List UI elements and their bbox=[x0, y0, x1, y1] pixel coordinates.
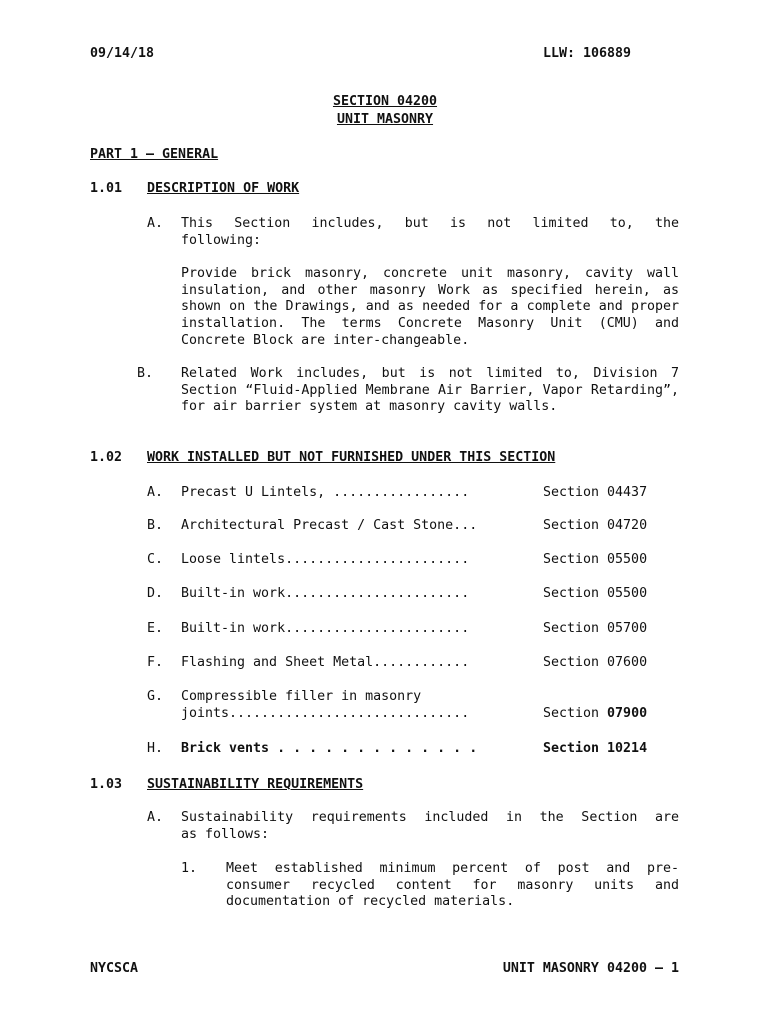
list-item-text-line1: Compressible filler in masonry bbox=[181, 689, 422, 704]
footer-agency: NYCSCA bbox=[90, 961, 139, 976]
subitem-text-103a1: Meet established minimum percent of post and pre-consumer recycled content for masonry units and documentation of recycled materials. bbox=[226, 861, 679, 910]
item-text-103a-line2: as follows: bbox=[181, 827, 270, 842]
list-item-section: Section 05500 bbox=[543, 552, 648, 567]
list-item-section: Section 04720 bbox=[543, 518, 648, 533]
section-label: Section bbox=[543, 706, 608, 721]
list-item-section: Section 07600 bbox=[543, 655, 648, 670]
list-item-letter: A. bbox=[147, 485, 164, 500]
item-text-101a-line1: This Section includes, but is not limited to, the bbox=[181, 216, 679, 231]
list-item-text: Built-in work....................... bbox=[181, 621, 470, 636]
list-item-letter: H. bbox=[147, 741, 164, 756]
item-text-101a-line2: following: bbox=[181, 233, 262, 248]
list-item-text: Brick vents . . . . . . . . . . . . . bbox=[181, 741, 478, 756]
list-item-letter: E. bbox=[147, 621, 164, 636]
item-letter-103a: A. bbox=[147, 810, 164, 825]
list-item-letter: D. bbox=[147, 586, 164, 601]
article-number-101: 1.01 bbox=[90, 181, 123, 196]
list-item-text: Architectural Precast / Cast Stone... bbox=[181, 518, 478, 533]
list-item-letter: B. bbox=[147, 518, 164, 533]
list-item-section: Section 05700 bbox=[543, 621, 648, 636]
section-number-title: SECTION 04200 bbox=[332, 94, 438, 109]
section-name-title: UNIT MASONRY bbox=[336, 111, 434, 127]
article-title-102: WORK INSTALLED BUT NOT FURNISHED UNDER THIS SECTION bbox=[147, 450, 556, 465]
item-paragraph-101a: Provide brick masonry, concrete unit masonry, cavity wall insulation, and other masonry Work as specified herein, as shown on the Drawings, and as needed for a complete and proper installation. The terms Concrete Masonry Unit (CMU) and Concrete Block are inter-changeable. bbox=[181, 266, 679, 348]
list-item-letter: C. bbox=[147, 552, 164, 567]
list-item-text: Built-in work....................... bbox=[181, 586, 470, 601]
list-item-section: Section 05500 bbox=[543, 586, 648, 601]
article-number-103: 1.03 bbox=[90, 777, 123, 792]
item-text-101b: Related Work includes, but is not limited to, Division 7 Section “Fluid-Applied Membrane Air Barrier, Vapor Retarding”, for air barrier system at masonry cavity walls. bbox=[181, 366, 679, 415]
header-date: 09/14/18 bbox=[90, 46, 155, 61]
article-title-103: SUSTAINABILITY REQUIREMENTS bbox=[147, 777, 364, 792]
list-item-letter: F. bbox=[147, 655, 164, 670]
list-item-text: Precast U Lintels, ................. bbox=[181, 485, 470, 500]
article-title-101: DESCRIPTION OF WORK bbox=[147, 181, 300, 196]
list-item-text: Flashing and Sheet Metal............ bbox=[181, 655, 470, 670]
item-letter-101b: B. bbox=[137, 366, 154, 381]
item-letter-101a: A. bbox=[147, 216, 164, 231]
part-heading: PART 1 – GENERAL bbox=[90, 147, 219, 162]
section-number: 07900 bbox=[607, 706, 648, 721]
item-text-103a-line1: Sustainability requirements included in the Section are bbox=[181, 810, 679, 825]
list-item-section bbox=[543, 706, 647, 723]
article-number-102: 1.02 bbox=[90, 450, 123, 465]
footer-page-label: UNIT MASONRY 04200 – 1 bbox=[502, 961, 679, 976]
list-item-letter: G. bbox=[147, 689, 164, 704]
list-item-text-line2: joints.............................. bbox=[181, 706, 470, 721]
list-item-text: Loose lintels....................... bbox=[181, 552, 470, 567]
list-item-section: Section 04437 bbox=[543, 485, 648, 500]
subitem-number-103a1: 1. bbox=[181, 861, 198, 876]
section-title-block bbox=[0, 94, 770, 128]
header-project-number: LLW: 106889 bbox=[543, 46, 632, 61]
list-item-section: Section 10214 bbox=[543, 741, 648, 756]
